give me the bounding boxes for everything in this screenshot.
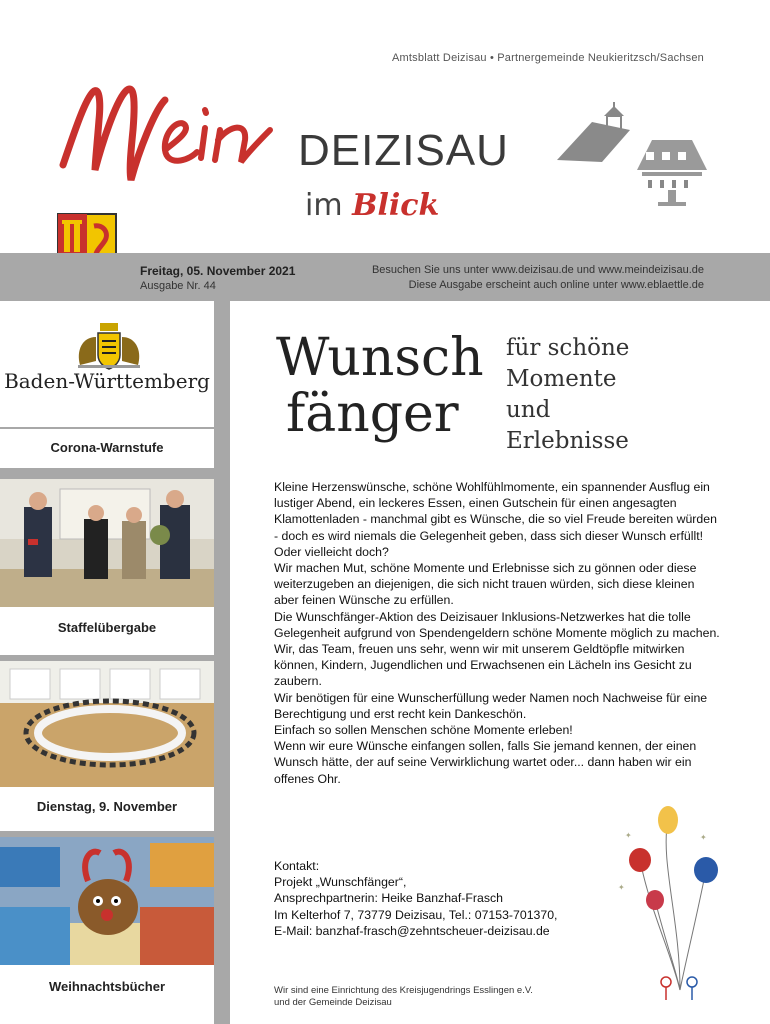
photo-weihnachtsbuecher-image xyxy=(0,837,214,965)
footer-line: Wir sind eine Einrichtung des Kreisjugendrings Esslingen e.V. xyxy=(274,985,533,996)
contact-line: Kontakt: xyxy=(274,859,320,873)
footer-note xyxy=(274,985,634,1009)
article-title xyxy=(276,330,484,442)
sidebar-item-staffeluebergabe[interactable] xyxy=(0,607,214,655)
article-subtitle xyxy=(506,333,629,457)
subtitle-line: und xyxy=(506,397,551,423)
subtitle-line: Erlebnisse xyxy=(506,428,629,454)
header-topline: Amtsblatt Deizisau • Partnergemeinde Neukieritzsch/Sachsen xyxy=(392,52,704,64)
logo-blick: Blick xyxy=(352,188,440,223)
sidebar-item-weihnachtsbuecher[interactable] xyxy=(0,965,214,1024)
sidebar-label-staffeluebergabe: Staffelübergabe xyxy=(57,620,157,635)
logo-im-blick xyxy=(305,188,439,223)
photo-staffeluebergabe-image xyxy=(0,479,214,607)
sidebar-label-dienstag: Dienstag, 9. November xyxy=(36,799,178,814)
sidebar-item-corona[interactable] xyxy=(0,301,214,468)
svg-text:✦: ✦ xyxy=(625,831,632,840)
sidebar-label-corona: Corona-Warnstufe xyxy=(50,440,164,455)
photo-staffeluebergabe[interactable] xyxy=(0,479,214,607)
svg-text:✦: ✦ xyxy=(700,833,707,842)
bw-coat-of-arms-icon xyxy=(72,321,146,371)
divider xyxy=(0,427,214,429)
photo-weihnachtsbuecher[interactable] xyxy=(0,837,214,965)
article-body xyxy=(274,479,722,787)
article-title-line2: fänger xyxy=(286,384,459,444)
article-paragraph: Die Wunschfänger-Aktion des Deizisauer Inklusions-Netzwerkes hat die tolle Gelegenheit aufgrund von Spendengeldern schöne Momente möglich zu machen. xyxy=(274,609,720,640)
sidebar xyxy=(0,301,230,1024)
contact-line: Ansprechpartnerin: Heike Banzhaf-Frasch xyxy=(274,891,503,906)
contact-email[interactable]: E-Mail: banzhaf-frasch@zehntscheuer-deizisau.de xyxy=(274,923,550,938)
subtitle-line: Momente xyxy=(506,366,617,392)
svg-text:✦: ✦ xyxy=(618,883,625,892)
online-edition-line: Diese Ausgabe erscheint auch online unter www.eblaettle.de xyxy=(408,279,704,291)
contact-address: Im Kelterhof 7, 73779 Deizisau, Tel.: 07153-701370, xyxy=(274,907,558,922)
article-paragraph: Wenn wir eure Wünsche einfangen sollen, falls Sie jemand kennen, der einen Wunsch hätte, der auf seine Verwirklichung wartet oder... dann haben wir ein offenes Ohr. xyxy=(274,739,697,786)
article-paragraph: Oder vielleicht doch? xyxy=(274,544,389,559)
footer-line: und der Gemeinde Deizisau xyxy=(274,997,392,1008)
issue-number: Ausgabe Nr. 44 xyxy=(140,280,216,292)
article-paragraph: Wir machen Mut, schöne Momente und Erlebnisse sich zu gönnen oder diese weiterzugeben an diejenigen, die sich nicht trauen würden, sich diese kleinen aber feinen Wünsche zu erfüllen. xyxy=(274,561,697,608)
contact-block xyxy=(274,858,634,939)
sidebar-label-weihnachtsbuecher: Weihnachtsbücher xyxy=(48,979,166,994)
church-icon xyxy=(552,100,642,170)
bw-name: Baden-Württemberg xyxy=(4,369,210,393)
photo-council-room-image xyxy=(0,661,214,787)
issue-date: Freitag, 05. November 2021 xyxy=(140,264,296,278)
article-paragraph: Einfach so sollen Menschen schöne Momente erleben! xyxy=(274,723,573,738)
mein-logo xyxy=(55,70,295,200)
website-line: Besuchen Sie uns unter www.deizisau.de und www.meindeizisau.de xyxy=(371,264,704,276)
article-paragraph: Wir benötigen für eine Wunscherfüllung weder Namen noch Nachweise für eine Berechtigung und erst recht kein Dankeschön. xyxy=(274,690,708,721)
townhall-icon xyxy=(632,130,712,210)
article-paragraph: Kleine Herzenswünsche, schöne Wohlfühlmomente, ein spannender Ausflug ein lustiger Abend, ein leckeres Essen, einen Gutschein für einen angesagten Klamottenladen - manchmal gibt es Wünsche, die so viel Freude bereiten würden - doch es wird niemals die Gelegenheit geben, dass sich dieser Wunsch erfüllt! xyxy=(274,480,717,543)
logo-town-name: DEIZISAU xyxy=(298,126,509,175)
logo-im: im xyxy=(305,188,343,223)
contact-line: Projekt „Wunschfänger“, xyxy=(274,875,407,890)
article-title-line1: Wunsch xyxy=(276,328,484,388)
info-bar xyxy=(0,253,770,301)
balloons-illustration-icon xyxy=(610,800,730,1010)
photo-council-room[interactable] xyxy=(0,661,214,787)
sidebar-item-dienstag[interactable] xyxy=(0,787,214,831)
article-paragraph: Wir, das Team, freuen uns sehr, wenn wir mit unserem Geldtöpfle mitwirken können, Kindern, Jugendlichen und Erwachsenen ein Lächeln ins Gesicht zu zaubern. xyxy=(274,642,692,689)
subtitle-line: für schöne xyxy=(506,335,630,361)
